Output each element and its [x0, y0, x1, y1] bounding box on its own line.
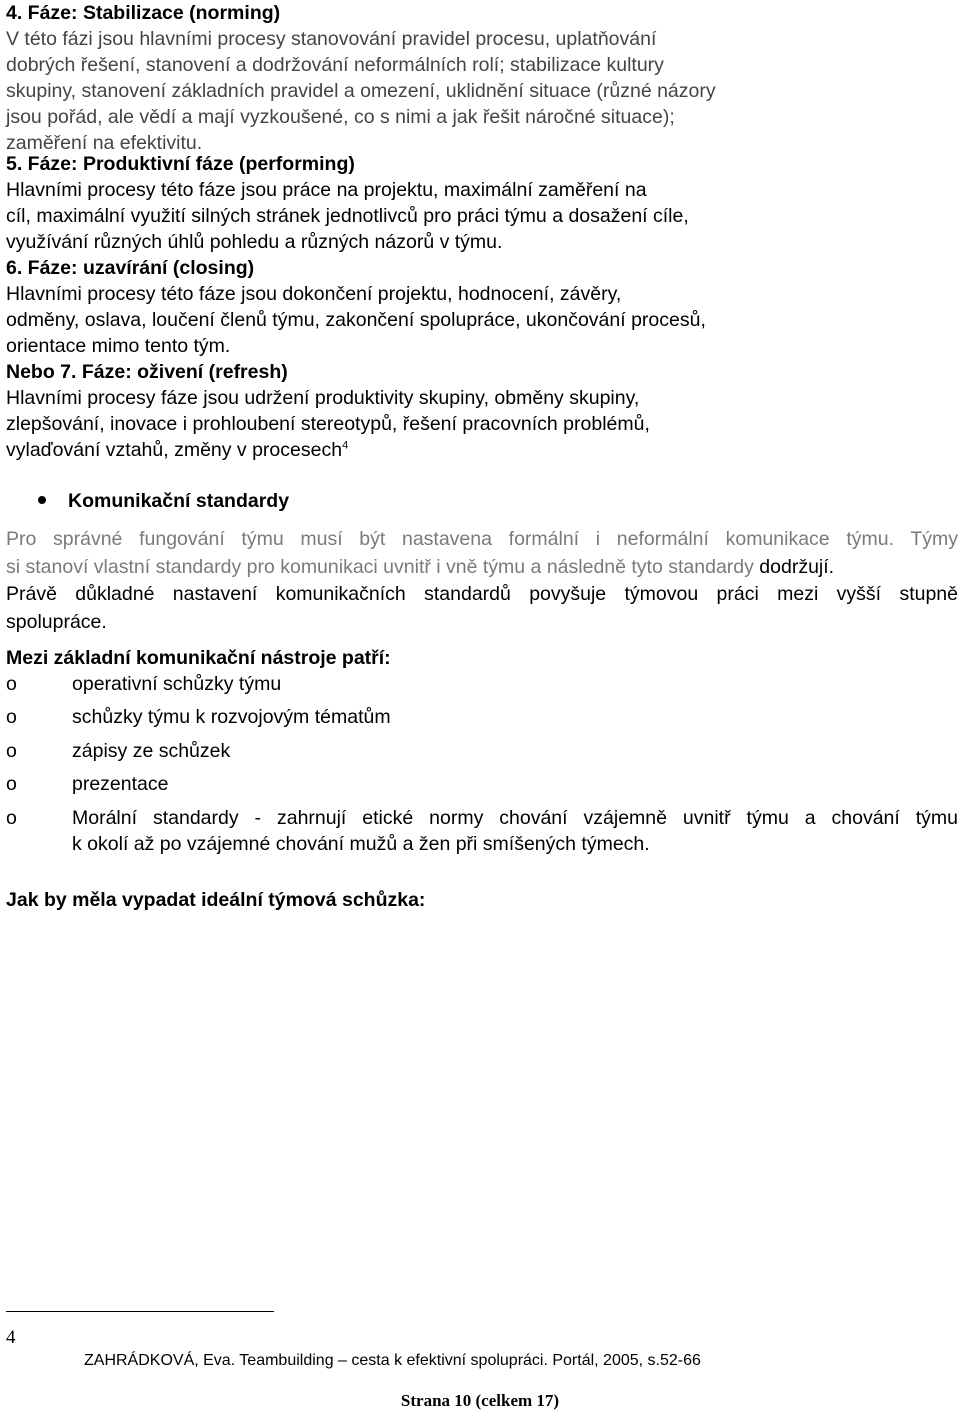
phase4-line: zaměření na efektivitu.	[6, 132, 203, 154]
communication-title: Komunikační standardy	[68, 490, 290, 512]
phase7-prefix: Nebo 7.	[6, 361, 82, 383]
phase4-line: V této fázi jsou hlavními procesy stanovování pravidel procesu, uplatňování	[6, 28, 657, 50]
ideal-meeting-heading: Jak by měla vypadat ideální týmová schůzka:	[6, 889, 426, 911]
list-item	[6, 671, 958, 697]
phase4-section	[6, 0, 956, 156]
footnote-divider	[6, 1311, 274, 1312]
phase4-line: jsou pořád, ale vědí a mají vyzkoušené, co s nimi a jak řešit náročné situace);	[6, 106, 675, 128]
phase4-heading: 4. Fáze: Stabilizace (norming)	[6, 2, 281, 24]
phase4-body	[6, 26, 956, 156]
communication-line: Pro správné fungování týmu musí být nastavena formální i neformální komunikace týmu. Týmy	[6, 528, 958, 550]
phase6-heading: 6. Fáze: uzavírání (closing)	[6, 257, 255, 279]
phase7-title: Fáze: oživení (refresh)	[81, 361, 288, 383]
list-marker: o	[6, 807, 17, 829]
phase7-heading	[6, 359, 956, 385]
page-number: Strana 10 (celkem 17)	[400, 1391, 560, 1410]
phase7-line: vylaďování vztahů, změny v procesech	[6, 439, 343, 461]
list-item	[6, 805, 958, 857]
phase4-line: skupiny, stanovení základních pravidel a omezení, uklidnění situace (různé názory	[6, 80, 716, 102]
list-item-text: operativní schůzky týmu	[72, 673, 282, 695]
phase7-line: zlepšování, inovace i prohloubení stereotypů, řešení pracovních problémů,	[6, 413, 650, 435]
tools-heading: Mezi základní komunikační nástroje patří:	[6, 647, 391, 669]
communication-line: spolupráce.	[6, 610, 107, 633]
phase6-line: orientace mimo tento tým.	[6, 335, 231, 357]
phases-5-7-section	[6, 151, 956, 463]
phase7-line: Hlavními procesy fáze jsou udržení produktivity skupiny, obměny skupiny,	[6, 387, 640, 409]
phase7-line-last	[6, 437, 956, 463]
list-marker: o	[6, 706, 17, 728]
list-item	[6, 738, 958, 764]
list-item-text	[72, 805, 958, 857]
list-item	[6, 704, 958, 730]
footnote-text: ZAHRÁDKOVÁ, Eva. Teambuilding – cesta k efektivní spolupráci. Portál, 2005, s.52-66	[84, 1352, 701, 1369]
phase5-line: využívání různých úhlů pohledu a různých názorů v týmu.	[6, 231, 503, 253]
list-marker: o	[6, 740, 17, 762]
communication-bullet	[38, 488, 289, 514]
list-item-text: schůzky týmu k rozvojovým tématům	[72, 706, 391, 728]
phase6-line: Hlavními procesy této fáze jsou dokončení projektu, hodnocení, závěry,	[6, 283, 622, 305]
phase6-line: odměny, oslava, loučení členů týmu, zakončení spolupráce, ukončování procesů,	[6, 309, 706, 331]
list-marker: o	[6, 773, 17, 795]
communication-line-gray: si stanoví vlastní standardy pro komunikaci uvnitř i vně týmu a následně tyto standardy	[6, 555, 760, 578]
communication-paragraph	[6, 526, 958, 636]
list-marker: o	[6, 673, 17, 695]
communication-line: Právě důkladné nastavení komunikačních standardů povyšuje týmovou práci mezi vyšší stupně	[6, 583, 958, 605]
phase4-line: dobrých řešení, stanovení a dodržování neformálních rolí; stabilizace kultury	[6, 54, 664, 76]
list-item-text: zápisy ze schůzek	[72, 740, 231, 762]
moral-line: k okolí až po vzájemné chování mužů a žen při smíšených týmech.	[72, 833, 650, 855]
bullet-dot-icon	[38, 496, 46, 504]
phase5-line: cíl, maximální využití silných stránek jednotlivců pro práci týmu a dosažení cíle,	[6, 205, 689, 227]
communication-line-black: dodržují.	[759, 555, 835, 578]
footnote-reference: 4	[342, 439, 349, 452]
phase5-heading: 5. Fáze: Produktivní fáze (performing)	[6, 153, 355, 175]
list-item	[6, 771, 958, 797]
communication-line	[6, 554, 958, 582]
moral-line: Morální standardy - zahrnují etické normy chování vzájemně uvnitř týmu a chování týmu	[72, 807, 958, 829]
list-item-text: prezentace	[72, 773, 169, 795]
phase5-line: Hlavními procesy této fáze jsou práce na projektu, maximální zaměření na	[6, 179, 647, 201]
footnote-number: 4	[6, 1327, 16, 1348]
